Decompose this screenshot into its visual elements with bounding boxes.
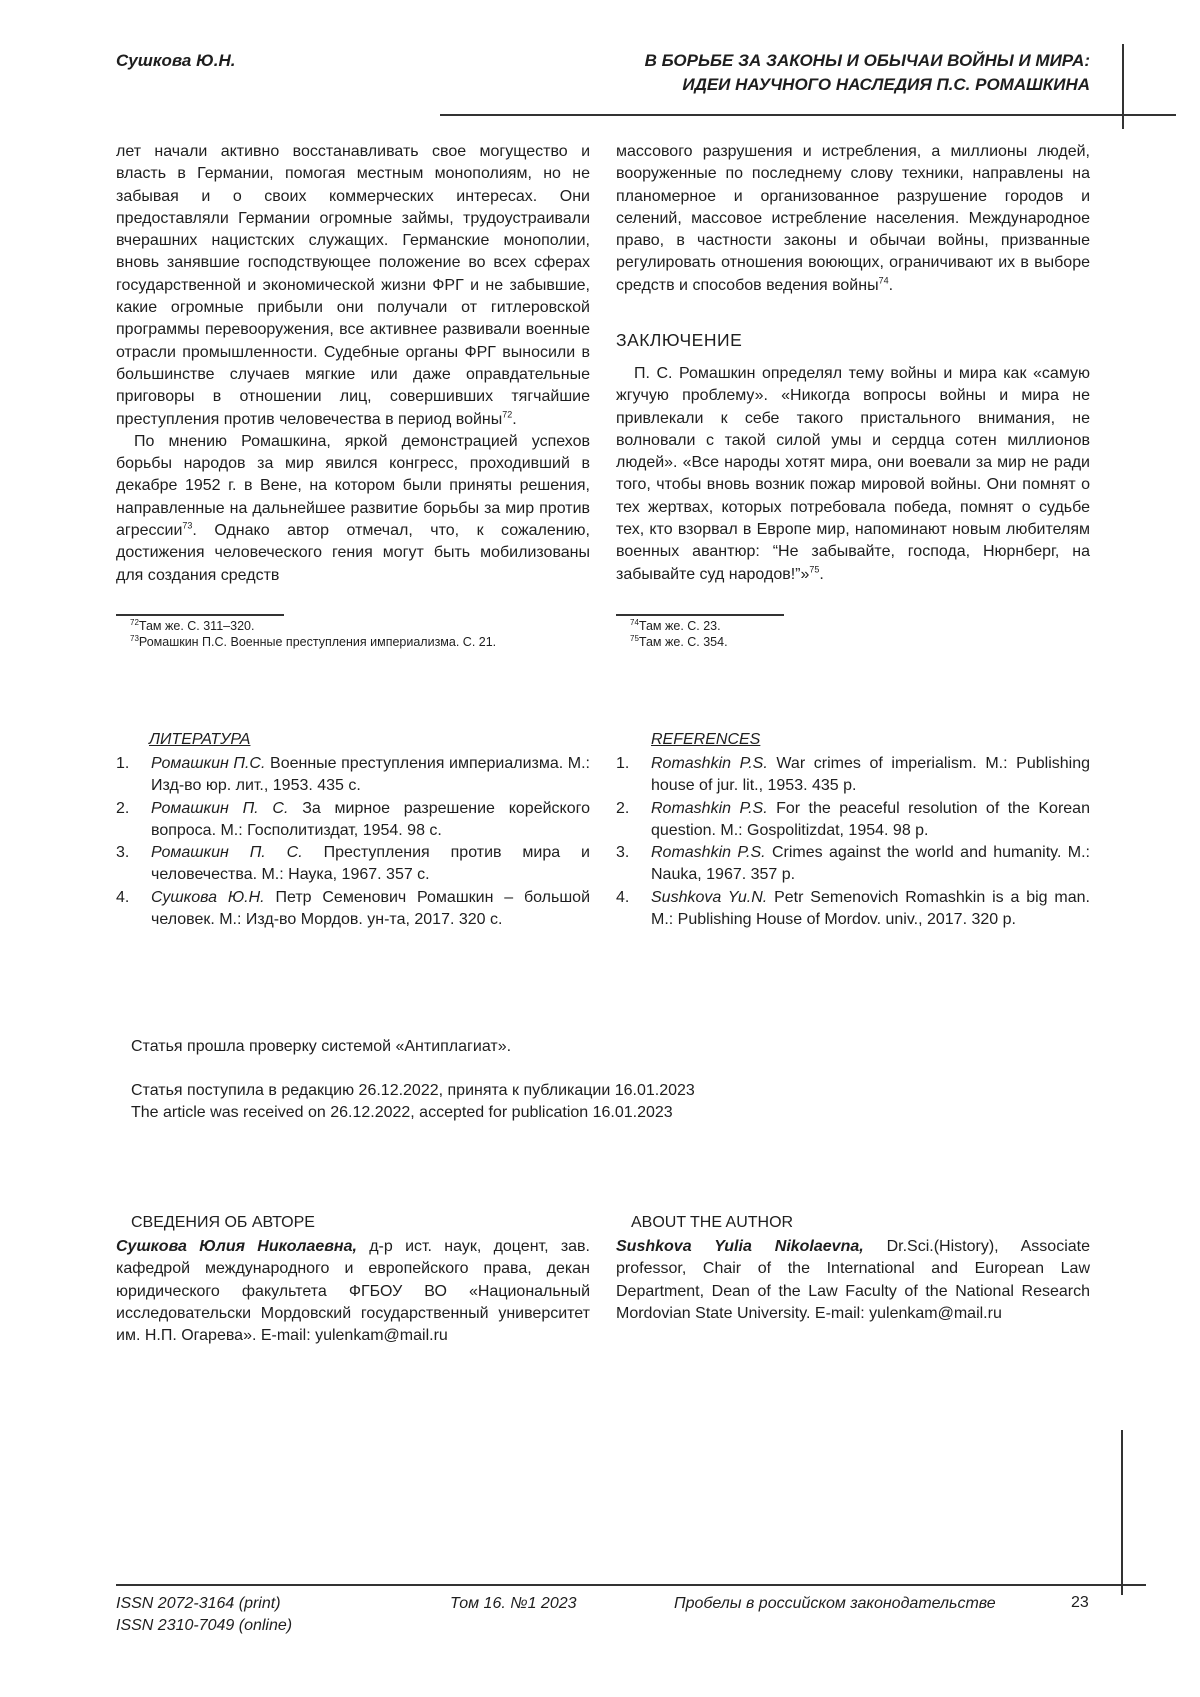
issn-block: [116, 1593, 292, 1637]
received-note-ru: Статья поступила в редакцию 26.12.2022, принята к публикации 16.01.2023: [131, 1082, 695, 1099]
issn-online: ISSN 2310-7049 (online): [116, 1617, 293, 1634]
references-heading: REFERENCES: [651, 731, 761, 748]
received-note-en: The article was received on 26.12.2022, accepted for publication 16.01.2023: [131, 1104, 673, 1121]
body-paragraph: массового разрушения и истребления, а миллионы людей, вооруженные по последнему слову техники, направлены на планомерное и организованное разрушение городов и селений, массовое истребление населения. Международное право, в частности законы и обычаи войны, призванные регулировать отношения воюющих, ограничивают их в выборе средств и способов ведения войны$^{74}$.: [616, 143, 1090, 294]
page-number: 23: [1071, 1594, 1089, 1611]
literature-item: 2. Ромашкин П. С. За мирное разрешение корейского вопроса. М.: Госполитиздат, 1954. 98 с.: [116, 799, 590, 839]
footnote-rule: [616, 614, 784, 616]
literature-item: 1. Ромашкин П.С. Военные преступления империализма. М.: Изд-во юр. лит., 1953. 435 с.: [116, 755, 591, 795]
footnote: $^{73}$Ромашкин П.С. Военные преступления империализма. С. 21.: [130, 633, 497, 649]
running-title-line-2: ИДЕИ НАУЧНОГО НАСЛЕДИЯ П.С. РОМАШКИНА: [682, 75, 1090, 94]
footnote-rule: [116, 614, 284, 616]
author-heading-en: ABOUT THE AUTHOR: [631, 1214, 794, 1231]
footnote: $^{74}$Там же. С. 23.: [630, 617, 721, 633]
running-title: [390, 49, 1090, 97]
author-info-en: Sushkova Yulia Nikolaevna, Dr.Sci.(History), Associate professor, Chair of the International and European Law Department, Dean of the Law Faculty of the National Research Mordovian State University. E-mail: yulenkam@mail.ru: [616, 1238, 1090, 1322]
footnote-ref[interactable]: 74: [878, 275, 889, 286]
footnote-ref[interactable]: 75: [809, 564, 820, 575]
right-column: [616, 141, 1090, 297]
running-title-line-1: В БОРЬБЕ ЗА ЗАКОНЫ И ОБЫЧАИ ВОЙНЫ И МИРА:: [644, 51, 1090, 70]
reference-item: 3. Romashkin P.S. Crimes against the world and humanity. M.: Nauka, 1967. 357 p.: [616, 844, 1090, 884]
plagiarism-note: Статья прошла проверку системой «Антиплагиат».: [131, 1038, 512, 1055]
body-paragraph: П. С. Ромашкин определял тему войны и мира как «самую жгучую проблему». «Никогда вопросы войны и мира не привлекали к себе такого пристального внимания, не волновали с такой силой умы и сердца сотен миллионов людей». «Все народы хотят мира, они воевали за мир не ради того, чтобы вновь возник пожар мировой войны. Они помнят о тех жертвах, которых потребовала победа, помнят о судьбе тех, кто взорвал в Европе мир, напоминают новым любителям военных авантюр: “Не забывайте, господа, Нюрнберг, на забывайте суд народов!”»$^{75}$.: [616, 365, 1090, 583]
header-vertical-rule: [1122, 44, 1124, 129]
header-horizontal-rule: [440, 114, 1176, 116]
author-name-ru: Сушкова Юлия Николаевна,: [116, 1238, 357, 1255]
references-list: [616, 753, 1090, 931]
journal-name: Пробелы в российском законодательстве: [674, 1595, 996, 1612]
author-name-en: Sushkova Yulia Nikolaevna,: [616, 1238, 864, 1255]
reference-item: 1. Romashkin P.S. War crimes of imperialism. M.: Publishing house of jur. lit., 1953. 435 p.: [616, 755, 1090, 795]
left-footnotes: [130, 618, 590, 650]
author-info-ru: Сушкова Юлия Николаевна, д-р ист. наук, доцент, зав. кафедрой международного и европейского права, декан юридического факультета ФГБОУ ВО «Национальный исследовательски Мордовский государственный университет им. Н.П. Огарева». E-mail: yulenkam@mail.ru: [116, 1238, 590, 1345]
right-column-conclusion: [616, 363, 1090, 586]
footnote: $^{75}$Там же. С. 354.: [630, 633, 728, 649]
literature-heading: ЛИТЕРАТУРА: [149, 731, 251, 748]
footnote-ref[interactable]: 73: [182, 520, 193, 531]
reference-item: 4. Sushkova Yu.N. Petr Semenovich Romashkin is a big man. M.: Publishing House of Mordov. univ., 2017. 320 p.: [616, 888, 1091, 929]
volume-info: Том 16. №1 2023: [450, 1595, 577, 1612]
body-paragraph: По мнению Ромашкина, яркой демонстрацией успехов борьбы народов за мир явился конгресс, проходивший в декабре 1952 г. в Вене, на котором были приняты решения, направленные на дальнейшее развитие борьбы за мир против агрессии$^{73}$. Однако автор отмечал, что, к сожалению, достижения человеческого гения могут быть мобилизованы для создания средств: [116, 432, 590, 584]
reference-item: 2. Romashkin P.S. For the peaceful resolution of the Korean question. M.: Gospolitizdat, 1954. 98 p.: [616, 799, 1090, 839]
literature-item: 3. Ромашкин П. С. Преступления против мира и человечества. М.: Наука, 1967. 357 с.: [116, 844, 590, 884]
running-author: Сушкова Ю.Н.: [116, 51, 236, 70]
footnote-ref[interactable]: 72: [502, 409, 513, 420]
right-footnotes: [630, 618, 1090, 650]
issn-print: ISSN 2072-3164 (print): [116, 1595, 281, 1612]
author-heading-ru: СВЕДЕНИЯ ОБ АВТОРЕ: [131, 1214, 315, 1231]
footer-vertical-rule: [1121, 1430, 1123, 1595]
left-column: [116, 141, 590, 587]
literature-list: [116, 753, 590, 931]
footer-horizontal-rule: [116, 1584, 1146, 1586]
literature-item: 4. Сушкова Ю.Н. Петр Семенович Ромашкин – большой человек. М.: Изд-во Мордов. ун-та, 2017. 320 с.: [116, 888, 591, 929]
section-title-conclusion: ЗАКЛЮЧЕНИЕ: [616, 330, 743, 350]
footnote: $^{72}$Там же. С. 311–320.: [130, 617, 255, 633]
body-paragraph: лет начали активно восстанавливать свое могущество и власть в Германии, помогая местным монополиям, но не забывая и о своих коммерческих интересах. Они предоставляли Германии огромные займы, трудоустраивали вчерашних нацистских служащих. Германские монополии, вновь занявшие господствующее положение во всех сферах государственной и экономической жизни ФРГ и не забывшие, какие огромные прибыли они получали от гитлеровской программы перевооружения, все активнее развивали военные отрасли промышленности. Судебные органы ФРГ выносили в большинстве случаев мягкие или даже оправдательные приговоры в отношении лиц, совершивших тягчайшие преступления против человечества в период войны$^{72}$.: [116, 143, 590, 428]
